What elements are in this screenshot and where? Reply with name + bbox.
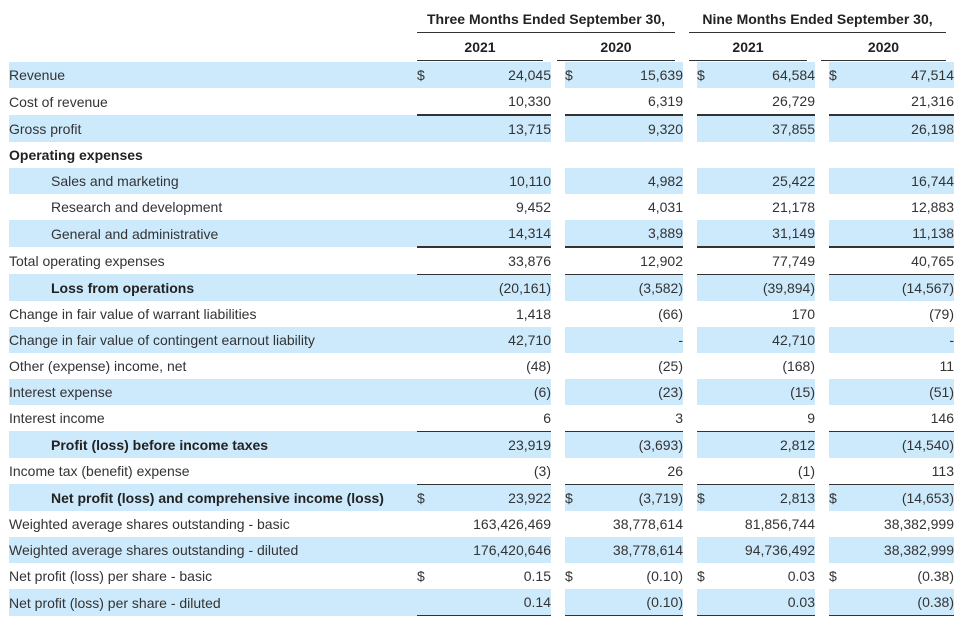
currency-symbol [829, 511, 863, 537]
row-label: Change in fair value of warrant liabilities [9, 306, 257, 322]
value-cell: 2,812 [731, 431, 815, 458]
value-cell: 38,778,614 [599, 537, 683, 563]
column-gap [683, 142, 697, 168]
value-cell: (79) [929, 306, 954, 322]
value-cell: (14,653) [863, 484, 954, 511]
value-cell: 9,452 [515, 199, 551, 215]
value-cell: 4,031 [647, 199, 683, 215]
year-header: 2020 [821, 34, 946, 61]
currency-symbol [565, 405, 599, 431]
currency-symbol [417, 168, 451, 194]
column-gap [683, 405, 697, 431]
currency-symbol [829, 458, 863, 484]
value-cell: 10,110 [451, 168, 551, 194]
value-cell: 3,889 [599, 220, 683, 247]
currency-symbol [829, 247, 863, 274]
currency-symbol [417, 220, 451, 247]
currency-symbol [565, 115, 599, 142]
row-label: Net profit (loss) per share - diluted [9, 589, 417, 616]
currency-symbol [565, 511, 599, 537]
financial-table [9, 62, 954, 616]
column-gap [551, 458, 565, 484]
currency-symbol: $ [829, 484, 863, 511]
table-row [9, 431, 954, 458]
currency-symbol [829, 301, 863, 327]
currency-symbol [697, 511, 731, 537]
value-cell: 23,922 [451, 484, 551, 511]
currency-symbol [565, 220, 599, 247]
value-cell: 0.15 [523, 568, 551, 584]
column-gap [551, 194, 565, 220]
value-cell: 0.14 [451, 589, 551, 616]
value-cell: (23) [599, 379, 683, 405]
value-cell: 26,198 [863, 115, 954, 142]
value-cell: (14,540) [863, 431, 954, 458]
column-gap [683, 537, 697, 563]
currency-symbol [565, 194, 599, 220]
year-header: 2021 [689, 34, 807, 61]
currency-symbol [697, 405, 731, 431]
value-cell: 9 [807, 410, 815, 426]
currency-symbol [565, 327, 599, 353]
row-label: Research and development [51, 199, 223, 215]
value-cell: (3) [533, 463, 551, 479]
value-cell: (48) [526, 358, 551, 374]
value-cell [863, 142, 954, 168]
column-gap [551, 220, 565, 247]
currency-symbol [829, 379, 863, 405]
column-gap [683, 194, 697, 220]
row-label: Weighted average shares outstanding - diluted [9, 537, 417, 563]
table-row [9, 484, 954, 511]
row-label: Cost of revenue [9, 93, 108, 110]
column-gap [815, 194, 829, 220]
row-label: General and administrative [9, 220, 417, 247]
value-cell: 0.03 [787, 568, 815, 584]
table-row [9, 589, 954, 616]
column-gap [815, 537, 829, 563]
column-gap [683, 168, 697, 194]
currency-symbol [565, 589, 599, 616]
value-cell: 23,919 [451, 431, 551, 458]
row-label: Income tax (benefit) expense [9, 463, 190, 479]
currency-symbol [697, 458, 731, 484]
currency-symbol [829, 142, 863, 168]
currency-symbol: $ [565, 484, 599, 511]
column-gap [815, 458, 829, 484]
column-gap [815, 327, 829, 353]
column-gap [551, 274, 565, 301]
table-row [9, 115, 954, 142]
table-row [9, 274, 954, 301]
value-cell: 13,715 [451, 115, 551, 142]
currency-symbol [417, 327, 451, 353]
column-gap [551, 589, 565, 616]
currency-symbol: $ [565, 62, 599, 88]
column-gap [815, 142, 829, 168]
value-cell: 47,514 [863, 62, 954, 88]
row-label: Other (expense) income, net [9, 358, 187, 374]
column-gap [551, 327, 565, 353]
currency-symbol [829, 220, 863, 247]
currency-symbol [417, 353, 451, 379]
row-label: Interest income [9, 410, 105, 426]
currency-symbol [829, 431, 863, 458]
currency-symbol [417, 431, 451, 458]
table-row [9, 62, 954, 88]
value-cell: 163,426,469 [473, 516, 551, 532]
currency-symbol [697, 589, 731, 616]
row-label: Revenue [9, 62, 417, 88]
value-cell: (39,894) [731, 274, 815, 301]
currency-symbol [417, 458, 451, 484]
column-gap [815, 62, 829, 88]
value-cell: 94,736,492 [731, 537, 815, 563]
currency-symbol [565, 247, 599, 274]
currency-symbol [829, 88, 863, 115]
table-row [9, 563, 954, 589]
table-row [9, 142, 954, 168]
row-label: Sales and marketing [9, 168, 417, 194]
currency-symbol [417, 274, 451, 301]
currency-symbol [697, 88, 731, 115]
table-row [9, 353, 954, 379]
value-cell: (3,582) [599, 274, 683, 301]
value-cell: 40,765 [863, 247, 954, 274]
column-gap [815, 484, 829, 511]
row-label: Weighted average shares outstanding - basic [9, 516, 290, 532]
column-gap [815, 589, 829, 616]
value-cell: (51) [863, 379, 954, 405]
row-label: Total operating expenses [9, 252, 165, 269]
currency-symbol [829, 405, 863, 431]
column-gap [551, 563, 565, 589]
currency-symbol: $ [565, 568, 573, 584]
currency-symbol [417, 142, 451, 168]
column-gap [683, 589, 697, 616]
value-cell: 1,418 [515, 306, 551, 322]
value-cell: 14,314 [451, 220, 551, 247]
table-row [9, 537, 954, 563]
table-row [9, 405, 954, 431]
column-gap [551, 511, 565, 537]
table-row [9, 194, 954, 220]
column-gap [551, 405, 565, 431]
value-cell: - [863, 327, 954, 353]
currency-symbol [565, 379, 599, 405]
value-cell: 10,330 [451, 88, 551, 115]
column-gap [551, 301, 565, 327]
currency-symbol [697, 115, 731, 142]
currency-symbol [829, 194, 863, 220]
value-cell: 6,319 [599, 88, 683, 115]
value-cell: 3 [675, 410, 683, 426]
value-cell: 113 [931, 463, 954, 479]
currency-symbol [697, 194, 731, 220]
value-cell: 11 [939, 358, 954, 374]
value-cell: 170 [791, 306, 815, 322]
column-gap [683, 115, 697, 142]
column-gap [815, 563, 829, 589]
currency-symbol [697, 168, 731, 194]
currency-symbol [829, 327, 863, 353]
value-cell: 64,584 [731, 62, 815, 88]
table-row [9, 220, 954, 247]
row-label: Gross profit [9, 115, 417, 142]
column-gap [815, 220, 829, 247]
column-gap [683, 274, 697, 301]
column-gap [683, 247, 697, 274]
value-cell [599, 142, 683, 168]
value-cell: 42,710 [451, 327, 551, 353]
value-cell: 176,420,646 [451, 537, 551, 563]
value-cell: 38,382,999 [883, 516, 954, 532]
column-gap [551, 353, 565, 379]
column-gap [815, 168, 829, 194]
currency-symbol [565, 458, 599, 484]
currency-symbol [697, 327, 731, 353]
value-cell: (0.38) [863, 589, 954, 616]
table-row [9, 301, 954, 327]
currency-symbol [565, 88, 599, 115]
currency-symbol [697, 353, 731, 379]
value-cell: (0.10) [599, 589, 683, 616]
table-row [9, 168, 954, 194]
column-gap [815, 247, 829, 274]
value-cell: 0.03 [731, 589, 815, 616]
value-cell: 37,855 [731, 115, 815, 142]
currency-symbol [565, 431, 599, 458]
row-label: Change in fair value of contingent earnout liability [9, 327, 417, 353]
currency-symbol [697, 142, 731, 168]
currency-symbol: $ [417, 484, 451, 511]
value-cell: 25,422 [731, 168, 815, 194]
value-cell: 26,729 [731, 88, 815, 115]
table-row [9, 458, 954, 484]
value-cell: 2,813 [731, 484, 815, 511]
row-label: Net profit (loss) and comprehensive income (loss) [9, 484, 417, 511]
currency-symbol: $ [697, 484, 731, 511]
value-cell: 12,883 [911, 199, 954, 215]
currency-symbol [565, 301, 599, 327]
table-row [9, 327, 954, 353]
column-gap [683, 484, 697, 511]
value-cell: 12,902 [599, 247, 683, 274]
column-gap [815, 431, 829, 458]
currency-symbol [829, 115, 863, 142]
currency-symbol [697, 379, 731, 405]
column-gap [551, 431, 565, 458]
value-cell: (14,567) [863, 274, 954, 301]
currency-symbol: $ [829, 62, 863, 88]
year-header: 2020 [557, 34, 675, 61]
column-gap [815, 511, 829, 537]
value-cell: 42,710 [731, 327, 815, 353]
value-cell: (3,693) [599, 431, 683, 458]
row-label: Net profit (loss) per share - basic [9, 568, 213, 584]
currency-symbol: $ [697, 62, 731, 88]
nine-months-header: Nine Months Ended September 30, [689, 6, 946, 33]
value-cell: 21,316 [863, 88, 954, 115]
column-gap [551, 115, 565, 142]
value-cell: 31,149 [731, 220, 815, 247]
currency-symbol [417, 405, 451, 431]
column-gap [683, 301, 697, 327]
value-cell: 77,749 [731, 247, 815, 274]
row-label: Operating expenses [9, 147, 143, 163]
currency-symbol [697, 301, 731, 327]
currency-symbol [565, 537, 599, 563]
column-gap [815, 88, 829, 115]
currency-symbol [697, 247, 731, 274]
column-gap [551, 88, 565, 115]
currency-symbol: $ [697, 568, 705, 584]
value-cell: (3,719) [599, 484, 683, 511]
currency-symbol [417, 589, 451, 616]
value-cell: 26 [667, 463, 683, 479]
row-label: Profit (loss) before income taxes [9, 431, 417, 458]
value-cell: 38,382,999 [863, 537, 954, 563]
value-cell: (1) [797, 463, 815, 479]
value-cell: 21,178 [772, 199, 815, 215]
row-label: Interest expense [9, 379, 417, 405]
value-cell: (168) [782, 358, 815, 374]
currency-symbol [829, 537, 863, 563]
value-cell: 81,856,744 [744, 516, 815, 532]
currency-symbol [417, 537, 451, 563]
column-gap [683, 458, 697, 484]
value-cell: - [599, 327, 683, 353]
currency-symbol [829, 168, 863, 194]
currency-symbol [417, 88, 451, 115]
table-row [9, 247, 954, 274]
currency-symbol [697, 537, 731, 563]
currency-symbol [697, 274, 731, 301]
three-months-header: Three Months Ended September 30, [417, 6, 675, 33]
currency-symbol: $ [417, 568, 425, 584]
column-gap [683, 220, 697, 247]
value-cell: 33,876 [451, 247, 551, 274]
column-gap [551, 62, 565, 88]
column-gap [683, 353, 697, 379]
value-cell: 4,982 [599, 168, 683, 194]
value-cell: 24,045 [451, 62, 551, 88]
value-cell: 38,778,614 [612, 516, 683, 532]
currency-symbol [565, 274, 599, 301]
table-row [9, 379, 954, 405]
column-gap [683, 431, 697, 458]
value-cell: (25) [658, 358, 683, 374]
column-gap [815, 379, 829, 405]
column-gap [551, 168, 565, 194]
table-row [9, 511, 954, 537]
column-gap [683, 511, 697, 537]
value-cell: 9,320 [599, 115, 683, 142]
column-gap [815, 301, 829, 327]
currency-symbol [417, 301, 451, 327]
column-gap [683, 88, 697, 115]
value-cell: 11,138 [863, 220, 954, 247]
column-gap [815, 353, 829, 379]
value-cell: 146 [930, 410, 954, 426]
column-gap [551, 537, 565, 563]
year-header: 2021 [417, 34, 543, 61]
column-gap [683, 327, 697, 353]
value-cell: (20,161) [451, 274, 551, 301]
column-gap [683, 563, 697, 589]
value-cell: (0.10) [646, 568, 683, 584]
value-cell: (66) [658, 306, 683, 322]
column-gap [683, 62, 697, 88]
currency-symbol [697, 431, 731, 458]
value-cell: (6) [451, 379, 551, 405]
value-cell: (0.38) [917, 568, 954, 584]
value-cell [731, 142, 815, 168]
currency-symbol [697, 220, 731, 247]
currency-symbol [565, 353, 599, 379]
value-cell: 16,744 [863, 168, 954, 194]
column-gap [683, 379, 697, 405]
currency-symbol: $ [829, 568, 837, 584]
value-cell: (15) [731, 379, 815, 405]
currency-symbol [417, 115, 451, 142]
currency-symbol [829, 353, 863, 379]
column-gap [815, 115, 829, 142]
currency-symbol [417, 379, 451, 405]
column-gap [551, 379, 565, 405]
column-gap [815, 405, 829, 431]
currency-symbol [565, 142, 599, 168]
currency-symbol [417, 194, 451, 220]
table-row [9, 88, 954, 115]
value-cell: 15,639 [599, 62, 683, 88]
currency-symbol [829, 274, 863, 301]
row-label: Loss from operations [9, 274, 417, 301]
column-gap [551, 247, 565, 274]
currency-symbol [417, 511, 451, 537]
currency-symbol [565, 168, 599, 194]
value-cell: 6 [543, 410, 551, 426]
currency-symbol [417, 247, 451, 274]
column-gap [551, 142, 565, 168]
value-cell [451, 142, 551, 168]
currency-symbol [829, 589, 863, 616]
column-gap [815, 274, 829, 301]
currency-symbol: $ [417, 62, 451, 88]
column-gap [551, 484, 565, 511]
